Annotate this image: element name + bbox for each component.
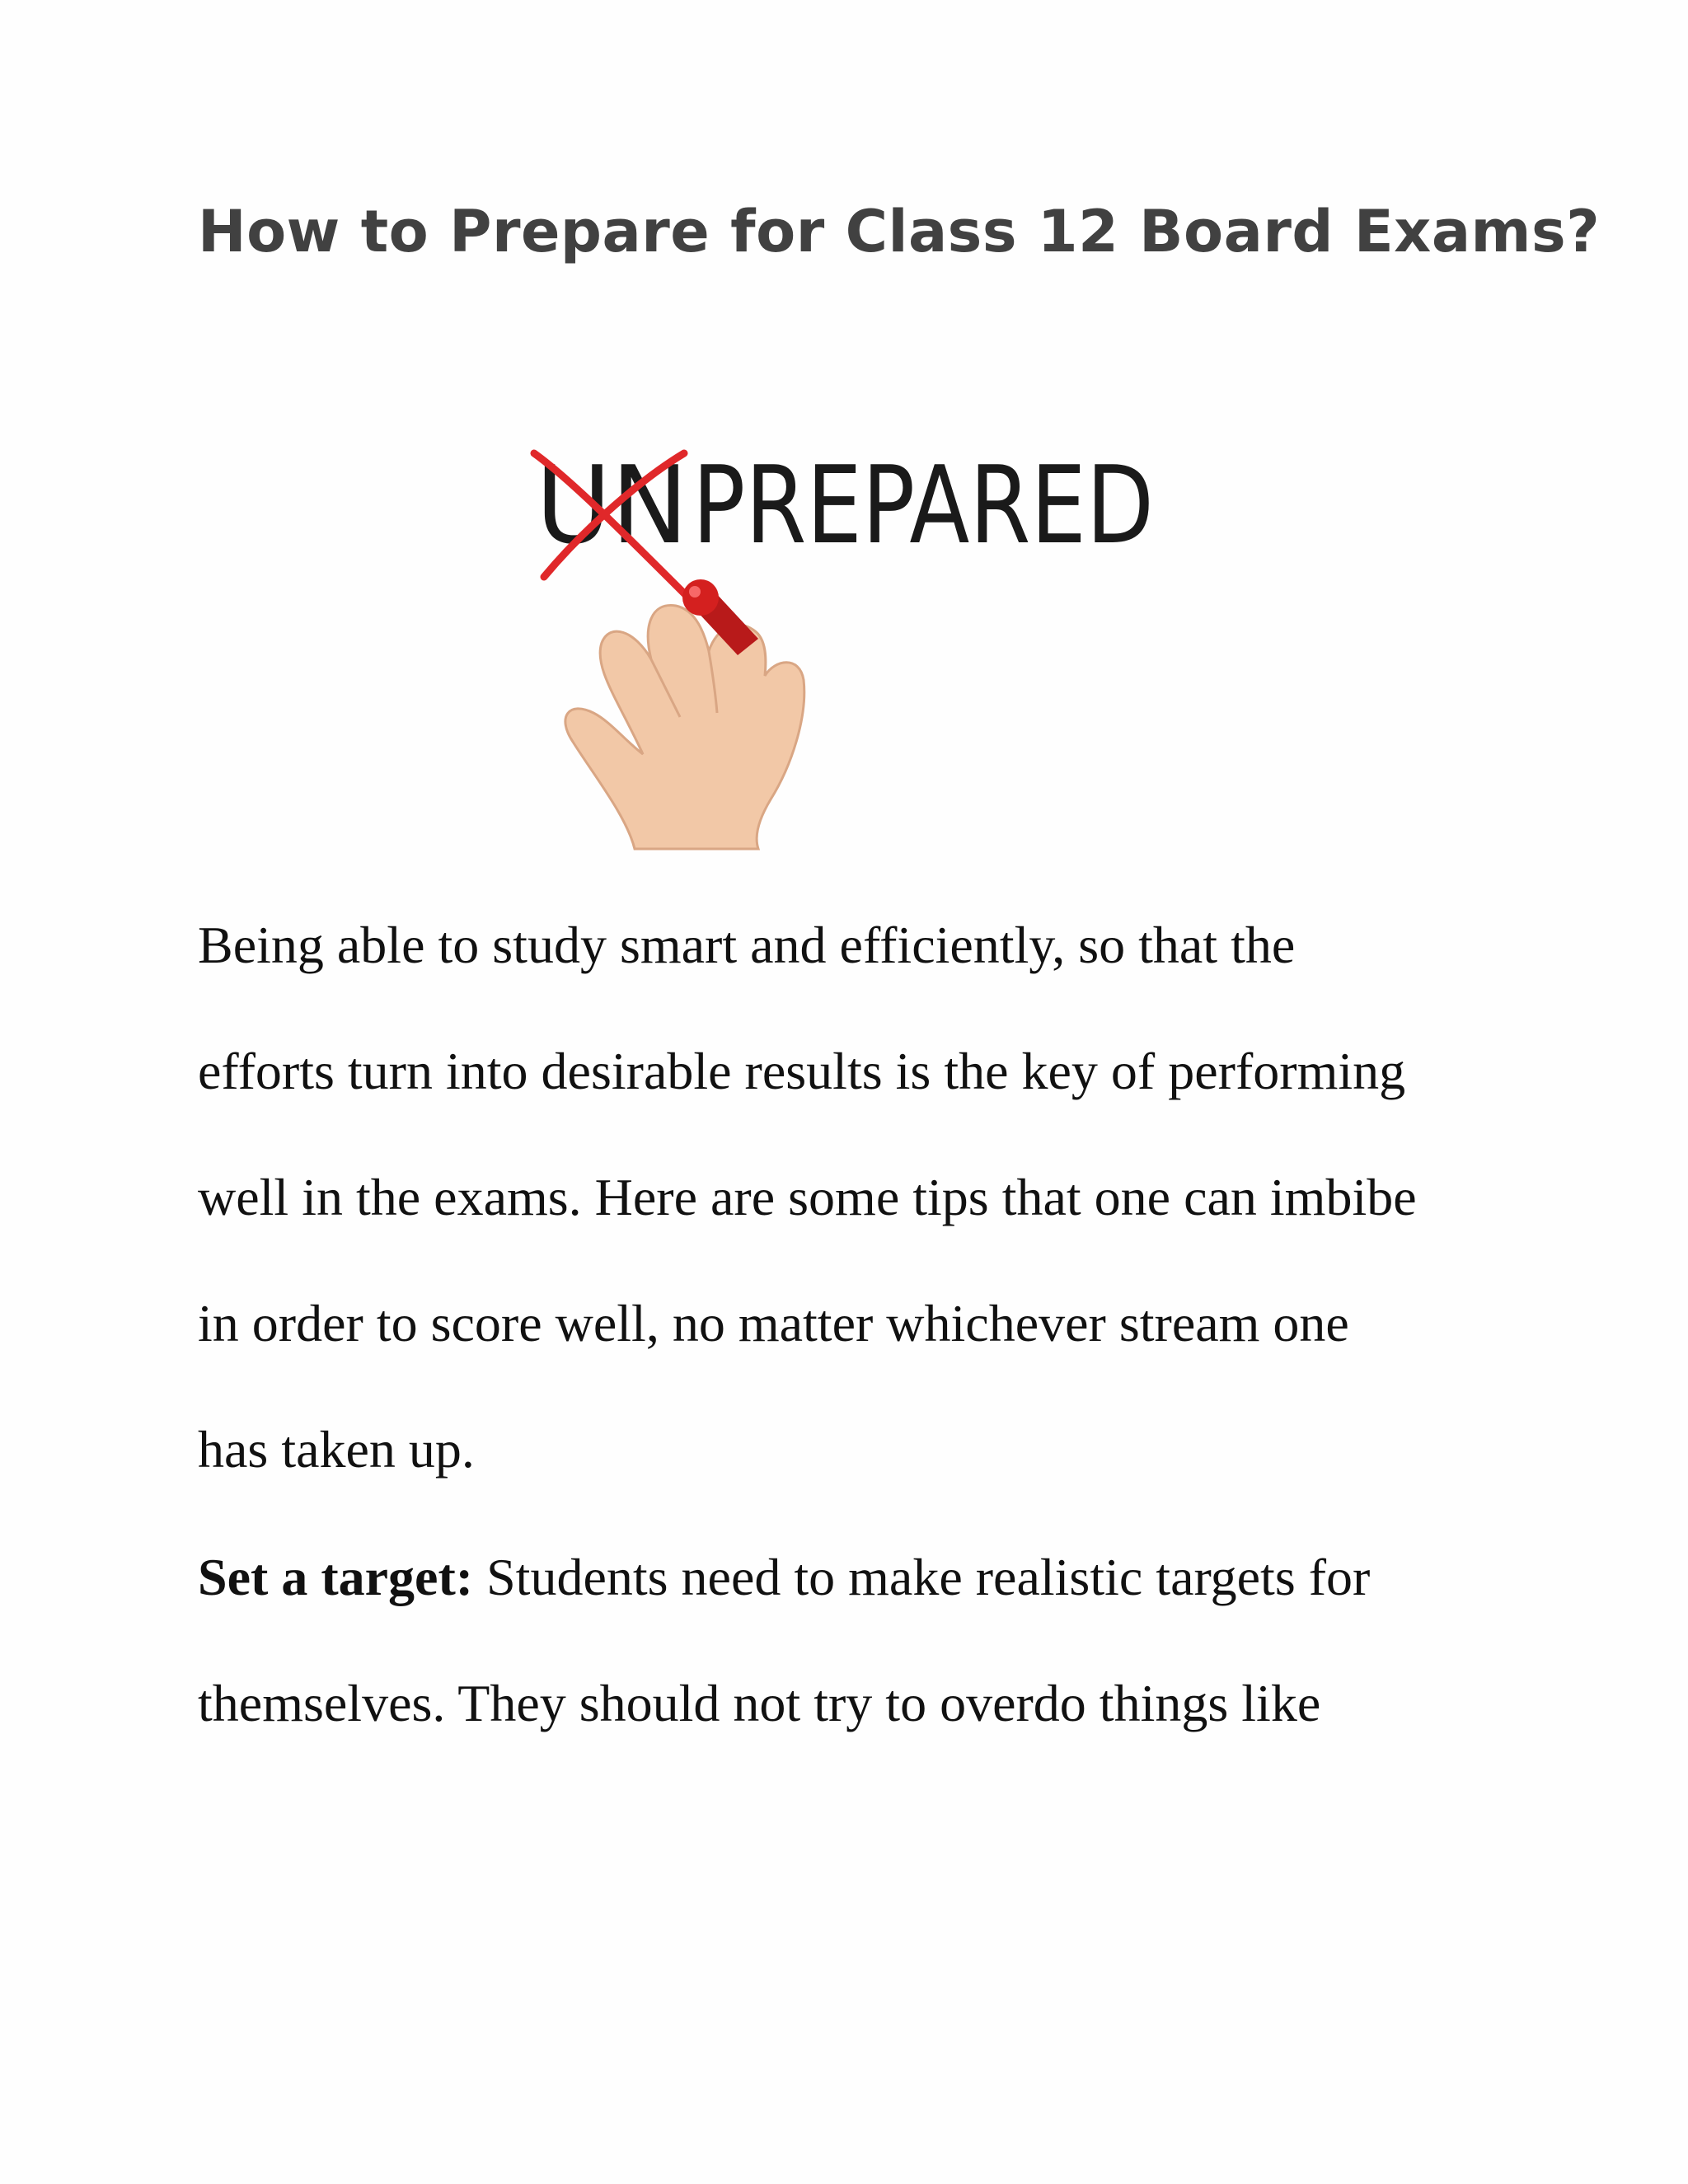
- unprepared-illustration-svg: [519, 429, 1179, 849]
- tip-heading: Set a target:: [198, 1548, 474, 1606]
- paragraph-line: well in the exams. Here are some tips that one can imbibe: [198, 1168, 1417, 1226]
- unprepared-illustration: [519, 429, 1179, 849]
- hand-icon: [565, 605, 804, 849]
- tip-paragraph: [198, 1514, 1370, 1766]
- paragraph-line: Being able to study smart and efficiently, so that the: [198, 916, 1296, 974]
- page-title: How to Prepare for Class 12 Board Exams?: [198, 198, 1601, 265]
- paragraph-line: in order to score well, no matter whichever stream one: [198, 1294, 1349, 1352]
- tip-line: [198, 1514, 1370, 1640]
- paragraph-line: has taken up.: [198, 1420, 475, 1479]
- kept-letters: PREPARED: [692, 443, 1154, 568]
- struck-letters: UN: [536, 443, 688, 568]
- intro-paragraph: [198, 882, 1417, 1512]
- tip-text: Students need to make realistic targets for: [473, 1548, 1371, 1606]
- paragraph-line: efforts turn into desirable results is the key of performing: [198, 1042, 1406, 1100]
- tip-line: themselves. They should not try to overdo things like: [198, 1674, 1321, 1732]
